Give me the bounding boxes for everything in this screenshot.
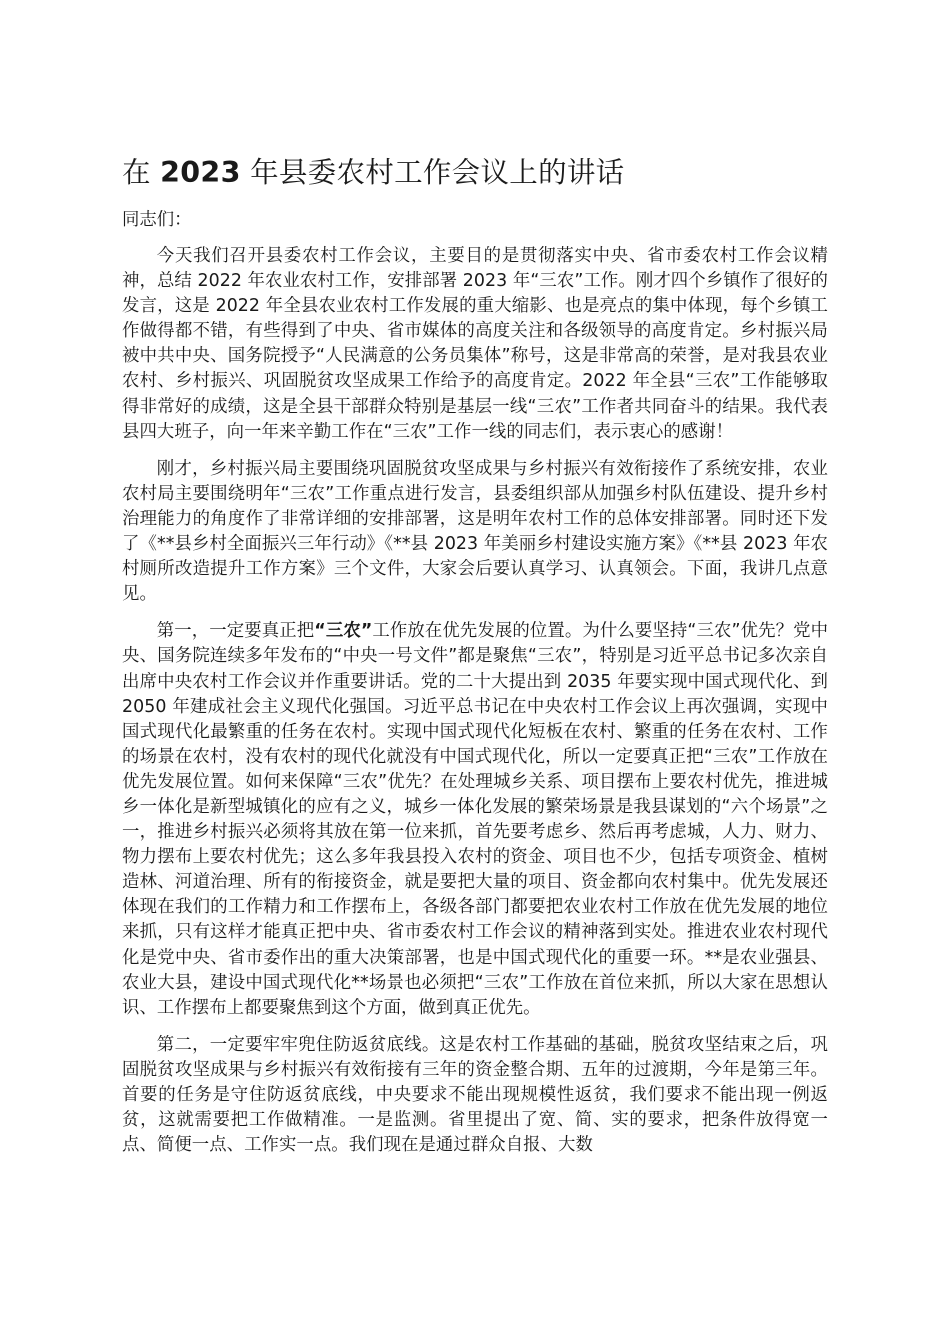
- speech-body: [122, 244, 828, 1170]
- title-spacer: [241, 156, 250, 189]
- paragraph-point-two: 第二，一定要牢牢兜住防返贫底线。这是农村工作基础的基础，脱贫攻坚结束之后，巩固脱贫攻坚成果与乡村振兴有效衔接有三年的资金整合期、五年的过渡期，今年是第三年。首要的任务是守住防返贫底线，中央要求不能出现规模性返贫，我们要求不能出现一例返贫，这就需要把工作做精准。一是监测。省里提出了宽、简、实的要求，把条件放得宽一点、简便一点、工作实一点。我们现在是通过群众自报、大数: [122, 1034, 828, 1156]
- document-title: [122, 151, 842, 195]
- title-suffix: 年县委农村工作会议上的讲话: [250, 156, 625, 189]
- title-year: 2023: [160, 156, 241, 189]
- paragraph-point-one: [122, 619, 828, 1021]
- paragraph-arrangements: 刚才，乡村振兴局主要围绕巩固脱贫攻坚成果与乡村振兴有效衔接作了系统安排，农业农村局主要围绕明年“三农”工作重点进行发言，县委组织部从加强乡村队伍建设、提升乡村治理能力的角度作了非常详细的安排部署，这是明年农村工作的总体安排部署。同时还下发了《**县乡村全面振兴三年行动》《**县 2023 年美丽乡村建设实施方案》《**县 2023 年农村厕所改造提升工作方案》三个文件，大家会后要认真学习、认真领会。下面，我讲几点意见。: [122, 458, 828, 605]
- paragraph-opening: 今天我们召开县委农村工作会议，主要目的是贯彻落实中央、省市委农村工作会议精神，总结 2022 年农业农村工作，安排部署 2023 年“三农”工作。刚才四个乡镇作了很好的发言，这是 2022 年全县农业农村工作发展的重大缩影、也是亮点的集中体现，每个乡镇工作做得都不错，有些得到了中央、省市媒体的高度关注和各级领导的高度肯定。乡村振兴局被中共中央、国务院授予“人民满意的公务员集体”称号，这是非常高的荣誉，是对我县农业农村、乡村振兴、巩固脱贫攻坚成果工作给予的高度肯定。2022 年全县“三农”工作能够取得非常好的成绩，这是全县干部群众特别是基层一线“三农”工作者共同奋斗的结果。我代表县四大班子，向一年来辛勤工作在“三农”工作一线的同志们，表示衷心的感谢！: [122, 246, 828, 442]
- point-one-lead: 第一，一定要真正把: [156, 621, 315, 642]
- point-one-rest: 工作放在优先发展的位置。为什么要坚持“三农”优先？党中央、国务院连续多年发布的“中央一号文件”都是聚焦“三农”，特别是习近平总书记多次亲自出席中央农村工作会议并作重要讲话。党的二十大提出到 2035 年要实现中国式现代化、到 2050 年建成社会主义现代化强国。习近平总书记在中央农村工作会议上再次强调，实现中国式现代化最繁重的任务在农村。实现中国式现代化短板在农村、繁重的任务在农村、工作的场景在农村，没有农村的现代化就没有中国式现代化，所以一定要真正把“三农”工作放在优先发展位置。如何来保障“三农”优先？在处理城乡关系、项目摆布上要农村优先，推进城乡一体化是新型城镇化的应有之义，城乡一体化发展的繁荣场景是我县谋划的“六个场景”之一，推进乡村振兴必须将其放在第一位来抓，首先要考虑乡、然后再考虑城，人力、财力、物力摆布上要农村优先；这么多年我县投入农村的资金、项目也不少，包括专项资金、植树造林、河道治理、所有的衔接资金，就是要把大量的项目、资金都向农村集中。优先发展还体现在我们的工作精力和工作摆布上，各级各部门都要把农业农村工作放在优先发展的地位来抓，只有这样才能真正把中央、省市委农村工作会议的精神落到实处。推进农业农村现代化是党中央、省市委作出的重大决策部署，也是中国式现代化的重要一环。**是农业强县、农业大县，建设中国式现代化**场景也必须把“三农”工作放在首位来抓，所以大家在思想认识、工作摆布上都要聚焦到这个方面，做到真正优先。: [122, 621, 829, 1018]
- title-spacer: [151, 156, 160, 189]
- title-prefix: 在: [122, 156, 151, 189]
- salutation: 同志们：: [122, 210, 192, 230]
- point-one-emphasis: “三农”: [314, 621, 373, 642]
